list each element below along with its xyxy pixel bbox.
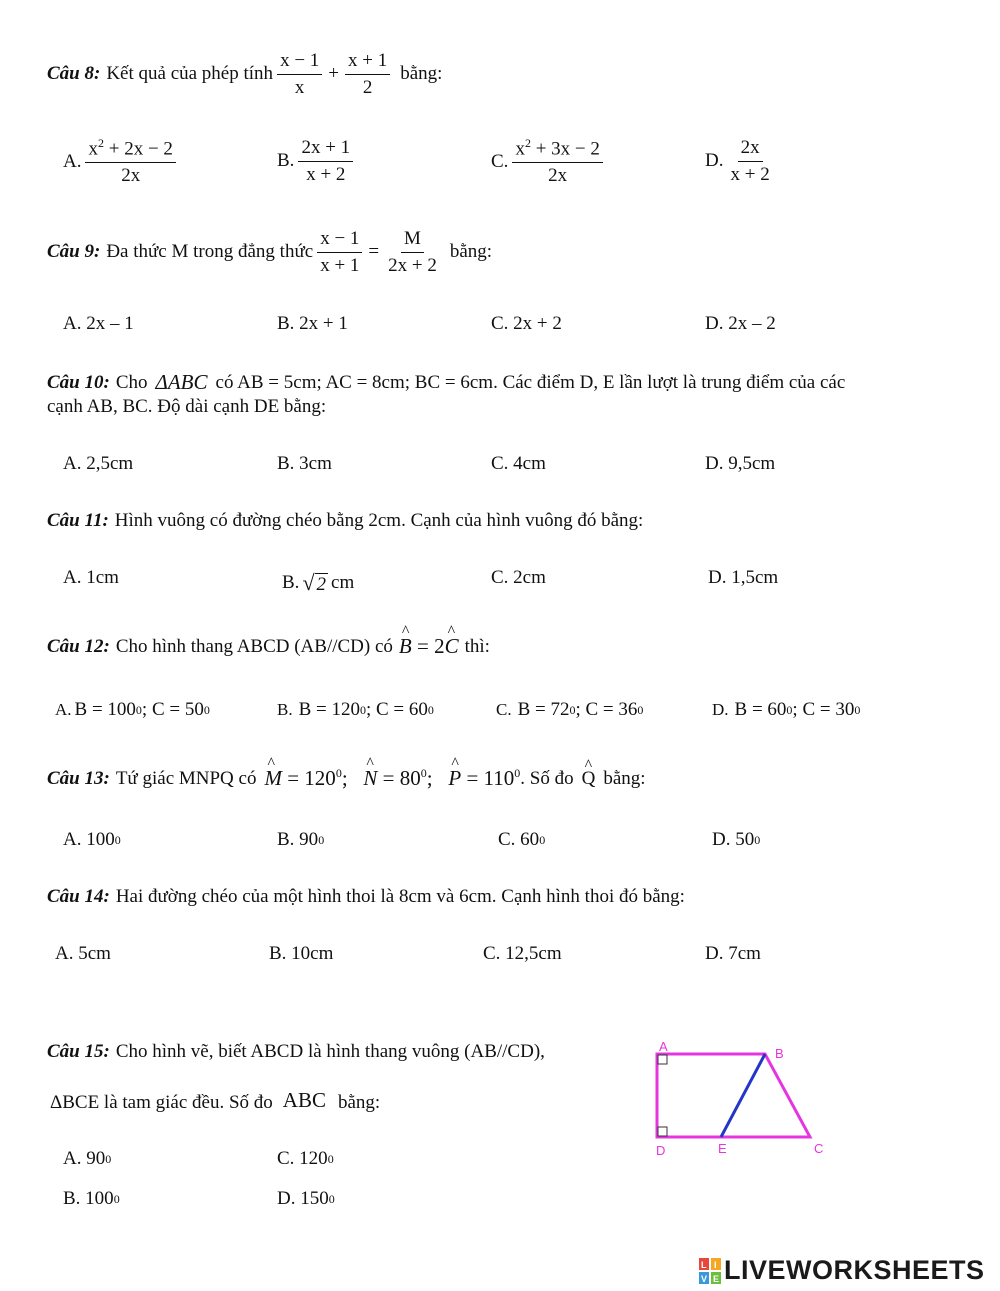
angle-abc: ABC: [282, 1088, 326, 1112]
question-9: [47, 228, 492, 277]
option-c[interactable]: C. 2cm: [491, 567, 546, 588]
liveworksheets-logo: [698, 1255, 985, 1286]
option-c[interactable]: C. B = 72 0 ; C = 36 0: [496, 699, 644, 720]
option-c[interactable]: C. 4cm: [491, 453, 546, 474]
option-d[interactable]: D. 7cm: [705, 943, 761, 964]
fraction: [727, 137, 772, 186]
option-b[interactable]: [277, 137, 357, 186]
operator: +: [328, 63, 339, 85]
question-text: Cho: [115, 371, 148, 393]
square-root: √ 2: [302, 570, 327, 595]
question-label: Câu 9:: [47, 241, 101, 263]
question-suffix: bằng:: [400, 63, 443, 85]
question-label: Câu 14:: [47, 886, 110, 907]
right-angle-d: [658, 1127, 667, 1136]
question-text: có AB = 5cm; AC = 8cm; BC = 6cm. Các điểm D, E lần lượt là trung điểm của các: [215, 371, 846, 393]
fraction: [317, 228, 362, 277]
denominator: 2: [362, 76, 373, 98]
fraction: [385, 228, 440, 277]
option-d[interactable]: D. 150 0: [277, 1188, 335, 1209]
option-a[interactable]: A. 2x – 1: [63, 313, 134, 334]
denominator: x + 1: [320, 254, 360, 276]
option-b[interactable]: B. B = 120 0 ; C = 60 0: [277, 699, 434, 720]
option-d[interactable]: D. 2x – 2: [705, 313, 776, 334]
numerator: M: [401, 228, 424, 253]
option-b[interactable]: [282, 570, 354, 596]
operator: =: [368, 241, 380, 263]
numerator: $x^2 + 2x - 2$: [85, 137, 175, 163]
svg-text:I: I: [714, 1259, 717, 1270]
option-letter: B.: [277, 150, 295, 172]
denominator: x: [294, 76, 305, 98]
question-label: Câu 15:: [47, 1041, 110, 1062]
label-c: C: [814, 1141, 824, 1156]
question-text: . Số đo: [520, 767, 574, 789]
option-a[interactable]: A. 2,5cm: [63, 453, 134, 474]
option-a[interactable]: A. 90 0: [63, 1148, 112, 1169]
option-letter: D.: [705, 150, 724, 172]
option-b[interactable]: B. 10cm: [269, 943, 334, 964]
fraction: [512, 137, 602, 187]
fraction: [345, 50, 390, 99]
right-angle-a: [658, 1055, 667, 1064]
question-15-line-2: [50, 1090, 380, 1115]
label-e: E: [718, 1141, 727, 1156]
question-text: Tứ giác MNPQ có: [115, 767, 257, 789]
unit: cm: [331, 572, 355, 593]
radicand: 2: [316, 574, 327, 595]
option-d[interactable]: D. 50 0: [712, 829, 761, 850]
question-label: Câu 12:: [47, 635, 110, 657]
question-suffix: bằng:: [337, 1091, 381, 1113]
fraction: [277, 50, 322, 99]
logo-icon: [698, 1257, 722, 1285]
question-10: [47, 370, 845, 395]
option-a[interactable]: A. 5cm: [55, 943, 111, 964]
option-a[interactable]: A. B = 100 0 ; C = 50 0: [55, 699, 210, 720]
question-12: [47, 634, 490, 659]
fraction: [298, 137, 353, 186]
option-a[interactable]: A. 100 0: [63, 829, 121, 850]
option-b[interactable]: B. 90 0: [277, 829, 325, 850]
question-suffix: bằng:: [449, 241, 493, 263]
option-d[interactable]: [705, 137, 777, 186]
logo-text: LIVEWORKSHEETS: [724, 1255, 985, 1285]
question-text: Hình vuông có đường chéo bằng 2cm. Cạnh của hình vuông đó bằng:: [114, 510, 644, 531]
question-text: Cho hình thang ABCD (AB//CD) có: [115, 635, 393, 657]
option-d[interactable]: D. B = 60 0 ; C = 30 0: [712, 699, 861, 720]
question-label: Câu 11:: [47, 510, 109, 531]
fraction: [85, 137, 175, 187]
option-c[interactable]: C. 120 0: [277, 1148, 334, 1169]
question-8: [47, 50, 442, 99]
option-d[interactable]: D. 1,5cm: [708, 567, 779, 588]
option-letter: C.: [491, 151, 509, 172]
option-letter: B.: [282, 572, 300, 593]
denominator: x + 2: [730, 163, 770, 185]
option-a[interactable]: [63, 137, 180, 187]
numerator: 2x + 1: [298, 137, 353, 162]
option-a[interactable]: A. 1cm: [63, 567, 119, 588]
option-b[interactable]: B. 100 0: [63, 1188, 120, 1209]
option-c[interactable]: [491, 137, 607, 187]
label-d: D: [656, 1143, 666, 1158]
question-text: Kết quả của phép tính: [106, 63, 274, 85]
option-c[interactable]: C. 2x + 2: [491, 313, 562, 334]
numerator: 2x: [738, 137, 763, 162]
option-b[interactable]: B. 2x + 1: [277, 313, 348, 334]
svg-text:L: L: [701, 1259, 707, 1270]
numerator: x − 1: [277, 50, 322, 75]
question-label: Câu 13:: [47, 767, 110, 789]
question-13: [47, 766, 646, 791]
svg-text:V: V: [701, 1273, 708, 1284]
trapezoid-abcd: [657, 1054, 810, 1137]
question-15: [47, 1041, 545, 1063]
option-c[interactable]: C. 60 0: [498, 829, 546, 850]
question-text: Hai đường chéo của một hình thoi là 8cm và 6cm. Cạnh hình thoi đó bằng:: [115, 886, 685, 907]
question-label: Câu 10:: [47, 371, 110, 393]
question-14: [47, 886, 685, 908]
numerator: $x^2 + 3x - 2$: [512, 137, 602, 163]
angle-values: ^ $M = 120^0$; ^ $N = 80^0$; ^ $P = 110^0$: [264, 766, 520, 791]
numerator: x + 1: [345, 50, 390, 75]
question-text: cạnh AB, BC. Độ dài cạnh DE bằng:: [47, 396, 327, 417]
option-b[interactable]: B. 3cm: [277, 453, 332, 474]
question-text: Đa thức M trong đẳng thức: [106, 241, 314, 263]
triangle-symbol: ΔABC: [155, 370, 208, 394]
trapezoid-figure: [645, 1035, 845, 1165]
option-d[interactable]: D. 9,5cm: [705, 453, 776, 474]
question-text: ΔBCE là tam giác đều. Số đo: [50, 1091, 273, 1113]
label-b: B: [775, 1046, 784, 1061]
option-letter: A.: [63, 151, 82, 172]
numerator: x − 1: [317, 228, 362, 253]
question-suffix: thì:: [464, 635, 490, 657]
question-10-line-2: [47, 396, 326, 418]
angle-q: ^ Q: [582, 768, 596, 790]
question-suffix: bằng:: [603, 767, 646, 789]
svg-text:E: E: [713, 1273, 720, 1284]
denominator: 2x: [121, 165, 141, 187]
question-11: [47, 510, 643, 532]
denominator: x + 2: [306, 163, 346, 185]
denominator: 2x + 2: [388, 254, 437, 276]
question-label: Câu 8:: [47, 63, 101, 85]
denominator: 2x: [548, 165, 568, 187]
segment-be: [721, 1054, 765, 1137]
label-a: A: [659, 1039, 668, 1054]
condition: ^ B = 2^ C: [399, 634, 459, 659]
question-text: Cho hình vẽ, biết ABCD là hình thang vuông (AB//CD),: [115, 1041, 545, 1062]
option-c[interactable]: C. 12,5cm: [483, 943, 562, 964]
